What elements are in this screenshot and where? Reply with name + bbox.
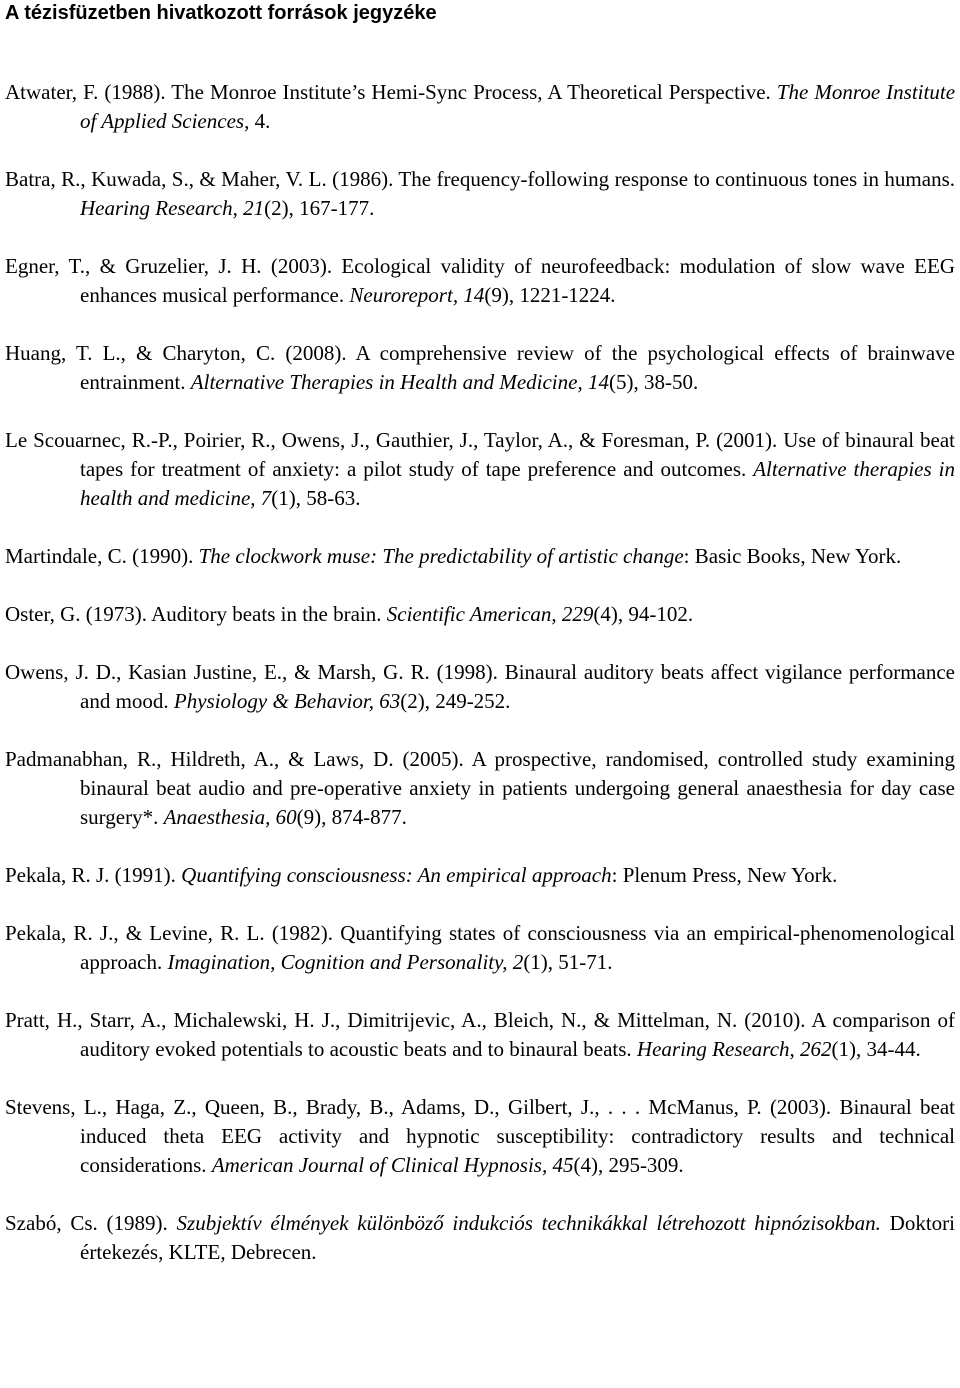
reference-details: (1), 34-44.	[831, 1037, 921, 1061]
reference-text: Stevens, L., Haga, Z., Queen, B., Brady, B., Adams, D., Gilbert, J., . . . McManus, P. (2003). Binaural beat induced theta EEG activity and hypnotic susceptibility: contradictory results and technical considerations.	[5, 1095, 955, 1177]
reference-source: Imagination, Cognition and Personality, 2	[167, 950, 524, 974]
reference-text: Pratt, H., Starr, A., Michalewski, H. J., Dimitrijevic, A., Bleich, N., & Mittelman, N. (2010). A comparison of auditory evoked potentials to acoustic beats and to binaural beats.	[5, 1008, 955, 1061]
reference-item	[5, 861, 955, 890]
reference-item	[5, 600, 955, 629]
reference-text: Padmanabhan, R., Hildreth, A., & Laws, D. (2005). A prospective, randomised, controlled study examining binaural beat audio and pre-operative anxiety in patients undergoing general anaesthesia for day case surgery*.	[5, 747, 955, 829]
reference-details: (1), 51-71.	[523, 950, 613, 974]
reference-item	[5, 1209, 955, 1267]
reference-details: , 4.	[244, 109, 271, 133]
reference-details: (9), 1221-1224.	[484, 283, 616, 307]
reference-item	[5, 919, 955, 977]
reference-details: : Plenum Press, New York.	[611, 863, 838, 887]
reference-source: The Monroe Institute of Applied Sciences	[80, 80, 956, 133]
reference-details: (4), 295-309.	[573, 1153, 684, 1177]
reference-details: (9), 874-877.	[296, 805, 407, 829]
reference-item	[5, 542, 955, 571]
reference-text: Pekala, R. J. (1991).	[5, 863, 182, 887]
reference-source: Anaesthesia, 60	[163, 805, 297, 829]
reference-text: Martindale, C. (1990).	[5, 544, 199, 568]
reference-details: (4), 94-102.	[593, 602, 694, 626]
reference-source: Szubjektív élmények különböző indukciós technikákkal létrehozott hipnózisokban.	[176, 1211, 881, 1235]
reference-source: Scientific American, 229	[386, 602, 594, 626]
reference-item	[5, 339, 955, 397]
reference-details: (2), 167-177.	[264, 196, 375, 220]
reference-text: Atwater, F. (1988). The Monroe Institute’s Hemi-Sync Process, A Theoretical Perspective.	[5, 80, 777, 104]
reference-text: Huang, T. L., & Charyton, C. (2008). A comprehensive review of the psychological effects of brainwave entrainment.	[5, 341, 955, 394]
reference-item	[5, 165, 955, 223]
reference-details: (1), 58-63.	[271, 486, 361, 510]
reference-source: Alternative therapies in health and medicine, 7	[80, 457, 955, 510]
reference-text: Batra, R., Kuwada, S., & Maher, V. L. (1986). The frequency-following response to continuous tones in humans.	[5, 167, 955, 191]
page-title: A tézisfüzetben hivatkozott források jegyzéke	[5, 2, 437, 24]
reference-text: Oster, G. (1973). Auditory beats in the brain.	[5, 602, 387, 626]
reference-source: Neuroreport, 14	[349, 283, 485, 307]
reference-item	[5, 658, 955, 716]
reference-text: Owens, J. D., Kasian Justine, E., & Marsh, G. R. (1998). Binaural auditory beats affect vigilance performance and mood.	[5, 660, 955, 713]
reference-text: Egner, T., & Gruzelier, J. H. (2003). Ecological validity of neurofeedback: modulation of slow wave EEG enhances musical performance.	[5, 254, 955, 307]
reference-text: Pekala, R. J., & Levine, R. L. (1982). Quantifying states of consciousness via an empirical-phenomenological approach.	[5, 921, 955, 974]
reference-details: (2), 249-252.	[400, 689, 511, 713]
reference-source: The clockwork muse: The predictability of artistic change	[198, 544, 684, 568]
reference-item	[5, 1093, 955, 1180]
reference-item	[5, 78, 955, 136]
reference-source: Physiology & Behavior, 63	[173, 689, 401, 713]
reference-source: Hearing Research, 21	[80, 196, 265, 220]
reference-details: Doktori értekezés, KLTE, Debrecen.	[80, 1211, 955, 1264]
reference-source: Alternative Therapies in Health and Medicine, 14	[190, 370, 609, 394]
reference-text: Le Scouarnec, R.-P., Poirier, R., Owens, J., Gauthier, J., Taylor, A., & Foresman, P. (2001). Use of binaural beat tapes for treatment of anxiety: a pilot study of tape preference and outcomes.	[5, 428, 955, 481]
reference-text: Szabó, Cs. (1989).	[5, 1211, 177, 1235]
reference-item	[5, 1006, 955, 1064]
reference-item	[5, 252, 955, 310]
reference-details: (5), 38-50.	[608, 370, 699, 394]
reference-source: American Journal of Clinical Hypnosis, 45	[211, 1153, 574, 1177]
reference-source: Hearing Research, 262	[636, 1037, 832, 1061]
reference-source: Quantifying consciousness: An empirical approach	[181, 863, 612, 887]
reference-list	[5, 78, 955, 1267]
reference-item	[5, 745, 955, 832]
reference-details: : Basic Books, New York.	[683, 544, 902, 568]
reference-item	[5, 426, 955, 513]
